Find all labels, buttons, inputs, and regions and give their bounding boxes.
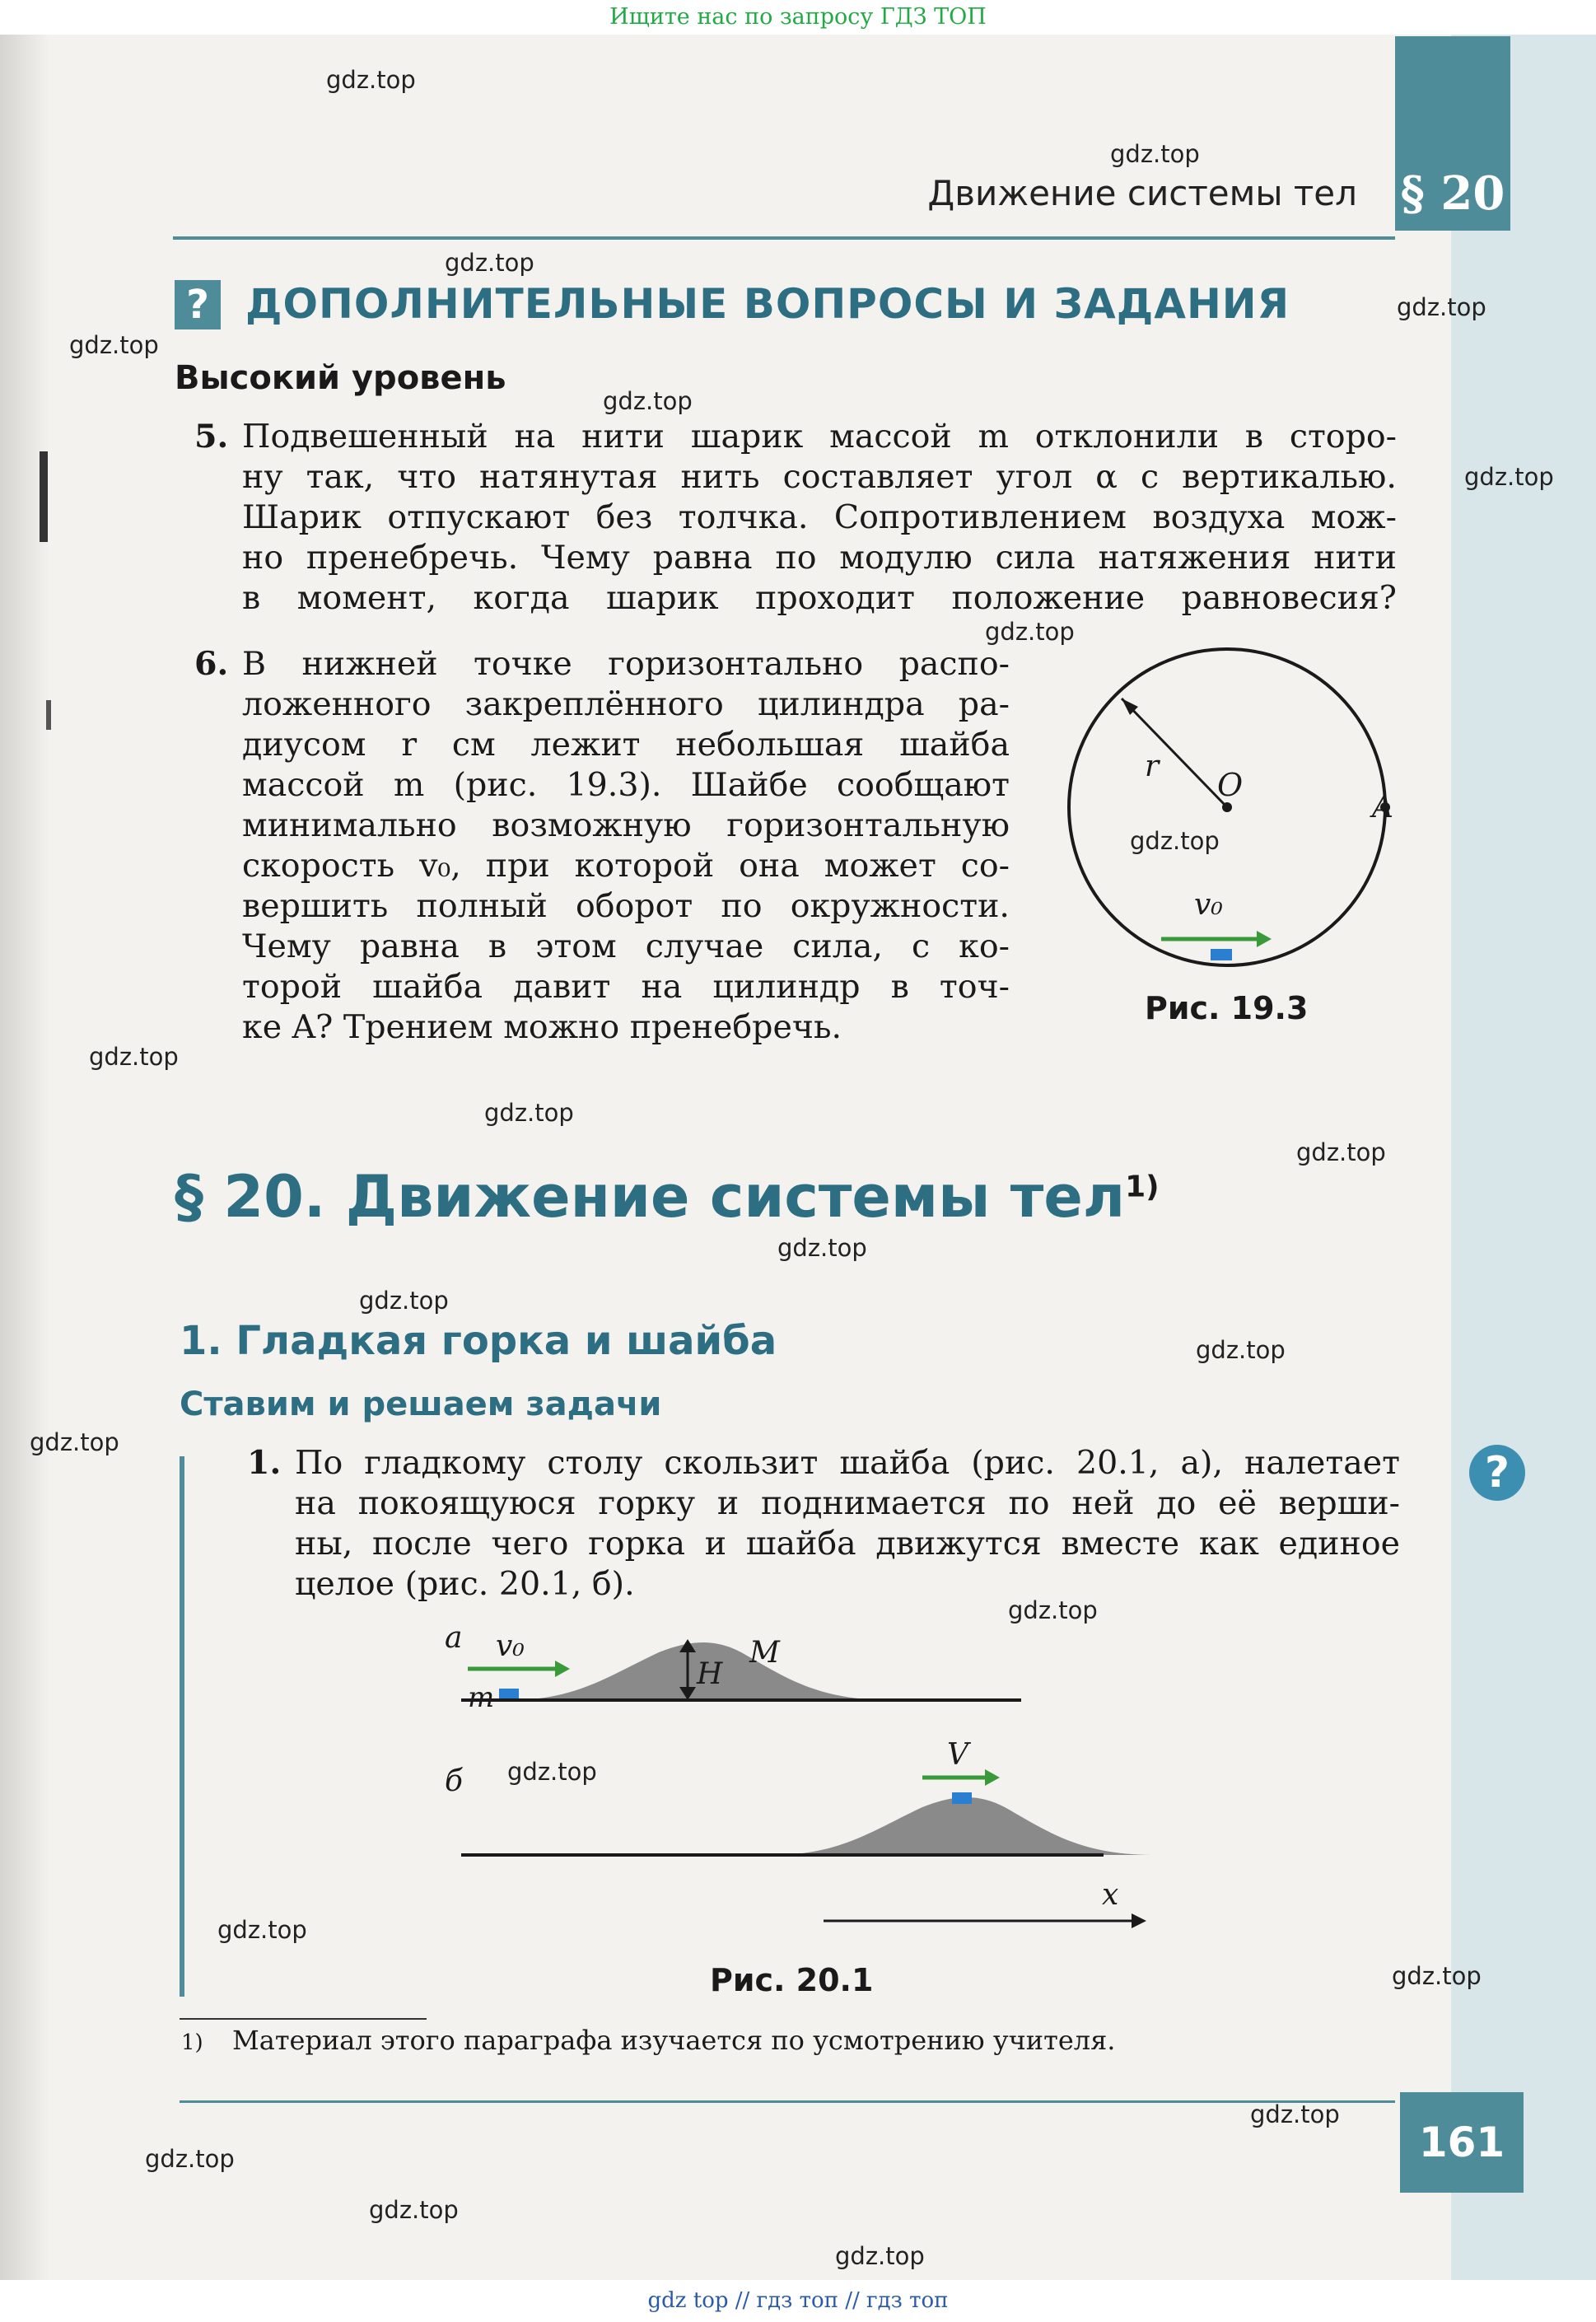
figure-20-1-caption: Рис. 20.1 (710, 1962, 874, 1998)
paragraph-title (175, 1163, 1160, 1231)
watermark: gdz.top (326, 66, 416, 94)
watermark: gdz.top (30, 1428, 119, 1456)
watermark: gdz.top (484, 1099, 574, 1127)
section-tab: § 20 (1395, 36, 1510, 231)
paragraph-title-text: § 20. Движение системы тел (175, 1163, 1126, 1231)
watermark: gdz.top (777, 1234, 867, 1262)
task-line: минимально возможную горизонтальную (242, 806, 1010, 844)
page-gutter-shadow (0, 35, 49, 2280)
bottom-banner[interactable]: gdz top // гдз топ // гдз топ (0, 2280, 1596, 2322)
task-line: ну так, что натянутая нить составляет угол α с вертикалью. (242, 458, 1397, 496)
page-edge-strip (1451, 35, 1596, 2280)
task-1 (247, 1443, 1400, 1605)
footnote-rule (180, 2018, 427, 2020)
task-line: В нижней точке горизонтально распо- (242, 645, 1010, 683)
watermark: gdz.top (1110, 140, 1200, 168)
label-V: V (947, 1738, 968, 1772)
task-line: на покоящуюся горку и поднимается по ней до её верши- (295, 1484, 1400, 1522)
watermark: gdz.top (1130, 827, 1220, 855)
question-icon: ? (175, 280, 221, 329)
task-line: ны, после чего горка и шайба движутся вместе как единое (295, 1525, 1400, 1563)
label-v0: v₀ (1194, 888, 1223, 922)
puck-a (499, 1689, 519, 1700)
task-line: вершить полный оборот по окружности. (242, 887, 1010, 925)
footnote (181, 2025, 1115, 2056)
bottom-rule (180, 2100, 1395, 2103)
watermark: gdz.top (445, 249, 534, 277)
header-rule (173, 236, 1395, 240)
task-number: 1. (247, 1444, 282, 1482)
watermark: gdz.top (359, 1287, 449, 1315)
binding-mark-small (46, 700, 51, 730)
label-m: m (468, 1681, 495, 1714)
task-line: ложенного закреплённого цилиндра ра- (242, 685, 1010, 723)
task-number: 5. (194, 418, 229, 456)
x-axis-arrowhead (1132, 1913, 1146, 1928)
page-number: 161 (1400, 2092, 1524, 2193)
task-line: скорость v₀, при которой она может со- (242, 847, 1010, 885)
task-line: в момент, когда шарик проходит положение равновесия? (242, 579, 1397, 617)
task-line: По гладкому столу скользит шайба (рис. 20.1, а), налетает (295, 1444, 1400, 1482)
task-6 (194, 644, 1010, 1048)
watermark: gdz.top (603, 387, 693, 415)
center-point (1222, 802, 1232, 812)
watermark: gdz.top (89, 1043, 179, 1071)
watermark: gdz.top (145, 2145, 235, 2173)
puck-b (952, 1792, 972, 1804)
watermark: gdz.top (1250, 2100, 1340, 2128)
task-number: 6. (194, 645, 229, 683)
label-o: O (1217, 767, 1244, 803)
task-line: торой шайба давит на цилиндр в точ- (242, 968, 1010, 1006)
label-part-b: б (445, 1764, 463, 1798)
watermark: gdz.top (369, 2196, 459, 2224)
binding-mark (40, 451, 48, 542)
footnote-text: Материал этого параграфа изучается по усмотрению учителя. (232, 2025, 1116, 2056)
top-banner[interactable]: Ищите нас по запросу ГДЗ ТОП (0, 0, 1596, 35)
watermark: gdz.top (507, 1758, 597, 1786)
watermark: gdz.top (1397, 293, 1486, 321)
watermark: gdz.top (1464, 463, 1554, 491)
subsection-title: 1. Гладкая горка и шайба (180, 1318, 777, 1364)
footnote-mark: 1) (181, 2030, 203, 2055)
radius-line (1122, 698, 1227, 807)
task-line: Чему равна в этом случае сила, с ко- (242, 927, 1010, 965)
watermark: gdz.top (985, 618, 1075, 646)
watermark: gdz.top (1008, 1596, 1098, 1624)
watermark: gdz.top (217, 1916, 307, 1944)
watermark: gdz.top (835, 2242, 925, 2270)
watermark: gdz.top (1296, 1138, 1386, 1166)
watermark: gdz.top (69, 331, 159, 359)
task-line: но пренебречь. Чему равна по модулю сила натяжения нити (242, 539, 1397, 577)
task-line: диусом r см лежит небольшая шайба (242, 726, 1010, 764)
paragraph-footnote-mark: 1) (1125, 1170, 1160, 1204)
velocity-arrowhead-V (985, 1769, 1000, 1786)
margin-question-icon: ? (1469, 1445, 1525, 1501)
task-line: массой m (рис. 19.3). Шайбе сообщают (242, 766, 1010, 804)
task-line: Подвешенный на нити шарик массой m отклонили в сторо- (242, 418, 1397, 456)
label-M: M (749, 1636, 780, 1670)
task-line: Шарик отпускают без толчка. Сопротивлением воздуха мож- (242, 498, 1397, 536)
velocity-arrowhead-v0 (555, 1661, 570, 1677)
task-5 (194, 417, 1397, 619)
label-r: r (1145, 750, 1160, 783)
running-header-title: Движение системы тел (927, 173, 1357, 213)
velocity-arrowhead (1257, 931, 1272, 947)
label-a: A (1372, 791, 1393, 825)
label-part-a: а (445, 1621, 463, 1655)
level-heading: Высокий уровень (175, 359, 506, 397)
label-x: x (1102, 1878, 1119, 1912)
hill-b (774, 1797, 1153, 1855)
figure-19-3 (1046, 642, 1416, 988)
figure-19-3-caption: Рис. 19.3 (1145, 990, 1309, 1026)
watermark: gdz.top (1196, 1336, 1286, 1364)
label-v0: v₀ (496, 1629, 525, 1663)
subsection-subtitle: Ставим и решаем задачи (180, 1385, 662, 1423)
watermark: gdz.top (1392, 1962, 1482, 1990)
label-H: H (697, 1657, 723, 1691)
puck (1211, 949, 1232, 960)
task-line: целое (рис. 20.1, б). (295, 1565, 635, 1603)
questions-heading: ДОПОЛНИТЕЛЬНЫЕ ВОПРОСЫ И ЗАДАНИЯ (245, 280, 1290, 328)
task-line: ке A? Трением можно пренебречь. (242, 1008, 842, 1046)
task-side-bar (180, 1456, 184, 1997)
